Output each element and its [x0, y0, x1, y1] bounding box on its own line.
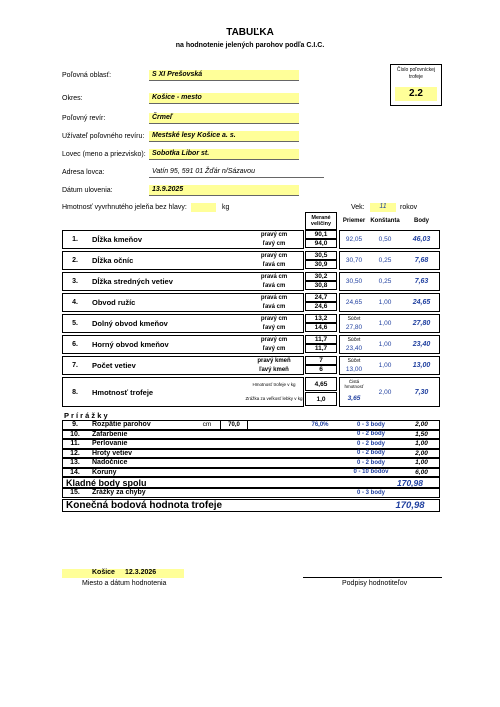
- row-value-2[interactable]: 94,0: [305, 239, 337, 248]
- weight-label: Hmotnosť vyvrhnutého jeleňa bez hlavy:: [62, 204, 187, 211]
- row-constant: 0,25: [378, 257, 392, 264]
- row-side-2: ľavý cm: [262, 324, 286, 331]
- field-value[interactable]: S XI Prešovská: [149, 70, 299, 81]
- page-subtitle: na hodnotenie jelených parohov podľa C.I.C.: [175, 42, 325, 49]
- row-side-2: ľavý cm: [262, 345, 286, 352]
- field-value[interactable]: 13.9.2025: [149, 185, 299, 196]
- bonus-points[interactable]: 2,00: [415, 421, 428, 429]
- row-points: 27,80: [412, 320, 431, 327]
- row-value-1[interactable]: 30,2: [305, 272, 337, 281]
- row-side-1: pravá cm: [260, 294, 288, 301]
- footer-date: 12.3.2026: [125, 569, 157, 576]
- field-label: Poľovná oblasť:: [62, 72, 112, 79]
- row-name: Hmotnosť trofeje: [92, 387, 154, 397]
- field-label: Poľovný revír:: [62, 115, 106, 122]
- row-name: Počet vetiev: [92, 361, 136, 370]
- field-value[interactable]: Vatín 95, 591 01 Žďár n/Sázavou: [149, 167, 324, 178]
- kladne-label: Kladné body spolu: [66, 478, 147, 488]
- final-label: Konečná bodová hodnota trofeje: [66, 499, 223, 511]
- catalog-number: 2.2: [395, 87, 437, 101]
- field-label: Užívateľ poľovného revíru:: [62, 133, 145, 140]
- zrazky-number: 15.: [70, 489, 80, 497]
- final-value: 170,98: [395, 499, 425, 511]
- row-average: 23,40: [345, 345, 363, 352]
- bonus-number: 13.: [70, 459, 80, 467]
- row-average: 24,65: [345, 299, 363, 306]
- row-points: 7,63: [414, 278, 429, 285]
- row-value-2[interactable]: 24,6: [305, 302, 337, 311]
- bonus-range: 0 - 2 body: [356, 459, 385, 466]
- row-points: 46,03: [412, 236, 431, 243]
- avg-label: Súčet: [347, 336, 361, 343]
- footer-place-box: [62, 569, 184, 578]
- bonus-range: 0 - 2 body: [356, 440, 385, 447]
- row-constant: 0,25: [378, 278, 392, 285]
- bonus-value[interactable]: 70,0: [220, 420, 248, 430]
- row-constant: 1,00: [378, 299, 392, 306]
- row-name: Dĺžka stredných vetiev: [92, 277, 173, 286]
- bonus-number: 14.: [70, 468, 80, 476]
- row-value-1[interactable]: 13,2: [305, 314, 337, 323]
- bonus-number: 10.: [70, 430, 80, 438]
- bonus-points[interactable]: 6,00: [415, 468, 428, 476]
- row-average: 27,80: [345, 324, 363, 331]
- bonus-heading: P r í r á ž k y: [64, 411, 108, 420]
- row-side-2: ľavá cm: [262, 303, 286, 310]
- row-constant: 2,00: [378, 388, 392, 396]
- bonus-name: Nadočnice: [92, 459, 128, 466]
- row-constant: 1,00: [378, 362, 392, 369]
- row-value-2[interactable]: 30,8: [305, 281, 337, 290]
- bonus-range: 0 - 3 body: [356, 421, 385, 428]
- row-value-1[interactable]: 24,7: [305, 293, 337, 302]
- row-number: 5.: [72, 320, 78, 327]
- th-measured: Merané veličiny: [305, 212, 337, 230]
- field-value[interactable]: Črmeľ: [149, 113, 299, 124]
- row-number: 7.: [72, 362, 78, 369]
- row-value-2[interactable]: 30,9: [305, 260, 337, 269]
- field-label: Lovec (meno a priezvisko):: [62, 151, 146, 158]
- bonus-points[interactable]: 2,00: [415, 449, 428, 457]
- bonus-range: 0 - 10 bodov: [353, 469, 389, 476]
- row-constant: 0,50: [378, 236, 392, 243]
- row-points: 13,00: [412, 362, 431, 369]
- signature-line: [303, 577, 442, 578]
- footer-sign-caption: Podpisy hodnotiteľov: [342, 580, 408, 587]
- footer-place: Košice: [92, 569, 115, 576]
- field-value[interactable]: Košice - mesto: [149, 93, 299, 104]
- row-number: 4.: [72, 299, 78, 306]
- row-side-2: ľavá cm: [262, 261, 286, 268]
- row-side-2: ľavá cm: [262, 282, 286, 289]
- bonus-percent: 76,0%: [311, 421, 329, 428]
- bonus-number: 12.: [70, 449, 80, 457]
- row-side-1: pravý cm: [260, 252, 288, 259]
- row-side-1: pravá cm: [260, 273, 288, 280]
- row-average: 3,65: [347, 394, 361, 402]
- row-number: 6.: [72, 341, 78, 348]
- row-name: Obvod ružíc: [92, 298, 136, 307]
- row-average: 13,00: [345, 366, 363, 373]
- catalog-box: [390, 64, 442, 106]
- row-name: Horný obvod kmeňov: [92, 340, 169, 349]
- row-side-2: Zrážka za veľkosť lebky v kg: [245, 396, 303, 402]
- kladne-value: 170,98: [397, 477, 423, 488]
- row-average: 92,05: [345, 236, 363, 243]
- row-average: 30,70: [345, 257, 363, 264]
- row-points: 23,40: [412, 341, 431, 348]
- zrazky-range: 0 - 3 body: [356, 489, 385, 496]
- row-value-1[interactable]: 90,1: [305, 230, 337, 239]
- row-name: Dolný obvod kmeňov: [92, 319, 168, 328]
- bonus-unit: cm: [202, 421, 212, 429]
- row-average: 30,50: [345, 278, 363, 285]
- row-number: 8.: [72, 388, 78, 396]
- row-number: 1.: [72, 236, 78, 243]
- weight-value[interactable]: [191, 203, 216, 212]
- field-label: Adresa lovca:: [62, 169, 105, 176]
- th-average: Priemer: [342, 218, 366, 224]
- bonus-name: Hroty vetiev: [92, 449, 133, 457]
- row-side-1: pravý cm: [260, 231, 288, 238]
- bonus-range: 0 - 2 body: [356, 450, 385, 457]
- row-value-2[interactable]: 6: [305, 365, 337, 374]
- row-constant: 1,00: [378, 320, 392, 327]
- row-value-1[interactable]: 30,5: [305, 251, 337, 260]
- row-value-2[interactable]: 1,0: [305, 392, 337, 406]
- row-value-1[interactable]: 4,65: [305, 377, 337, 391]
- avg-label: Súčet: [347, 315, 361, 322]
- field-value[interactable]: Mestské lesy Košice a. s.: [149, 131, 299, 142]
- bonus-range: 0 - 2 body: [356, 431, 385, 438]
- row-side-1: Hmotnosť trofeje v kg: [252, 381, 296, 387]
- footer-place-caption: Miesto a dátum hodnotenia: [82, 580, 167, 587]
- bonus-points[interactable]: 1,00: [415, 459, 428, 467]
- age-label: Vek:: [351, 204, 365, 211]
- bonus-name: Zafarbenie: [92, 430, 128, 438]
- row-points: 7,68: [414, 257, 429, 264]
- row-name: Dĺžka kmeňov: [92, 235, 143, 244]
- row-side-1: pravý cm: [260, 315, 288, 322]
- row-side-2: ľavý cm: [262, 240, 286, 247]
- bonus-name: Koruny: [92, 468, 117, 476]
- row-points: 24,65: [412, 299, 431, 306]
- zrazky-name: Zrážky za chyby: [92, 489, 146, 496]
- bonus-number: 11.: [70, 440, 80, 448]
- row-name: Dĺžka očníc: [92, 256, 134, 265]
- th-constant: Konštanta: [370, 218, 400, 224]
- field-value[interactable]: Sobotka Libor st.: [149, 149, 299, 160]
- row-value-1[interactable]: 11,7: [305, 335, 337, 344]
- bonus-points[interactable]: 1,50: [415, 430, 428, 438]
- avg-label: Čistá hmotnosť: [344, 378, 364, 389]
- row-number: 2.: [72, 257, 78, 264]
- row-side-1: pravý cm: [260, 336, 288, 343]
- weight-unit: kg: [222, 204, 230, 211]
- bonus-name: Perlovanie: [92, 440, 128, 447]
- row-number: 3.: [72, 278, 78, 285]
- bonus-points[interactable]: 1,00: [415, 440, 428, 448]
- row-value-2[interactable]: 14,6: [305, 323, 337, 332]
- row-constant: 1,00: [378, 341, 392, 348]
- row-side-2: ľavý kmeň: [259, 366, 289, 373]
- field-label: Dátum ulovenia:: [62, 187, 113, 194]
- bonus-number: 9.: [72, 421, 78, 429]
- th-points: Body: [414, 218, 429, 224]
- row-side-1: pravý kmeň: [257, 357, 291, 364]
- row-value-2[interactable]: 11,7: [305, 344, 337, 353]
- age-unit: rokov: [400, 204, 418, 211]
- field-label: Okres:: [62, 95, 83, 102]
- age-value[interactable]: 11: [370, 203, 396, 212]
- row-points: 7,30: [414, 388, 429, 396]
- avg-label: Súčet: [347, 357, 361, 364]
- catalog-label: Číslo poľovníckej trofeje: [396, 67, 436, 80]
- bonus-name: Rozpätie parohov: [92, 421, 151, 428]
- row-value-1[interactable]: 7: [305, 356, 337, 365]
- zrazky-points[interactable]: [403, 488, 440, 498]
- page-title: TABUĽKA: [226, 27, 274, 38]
